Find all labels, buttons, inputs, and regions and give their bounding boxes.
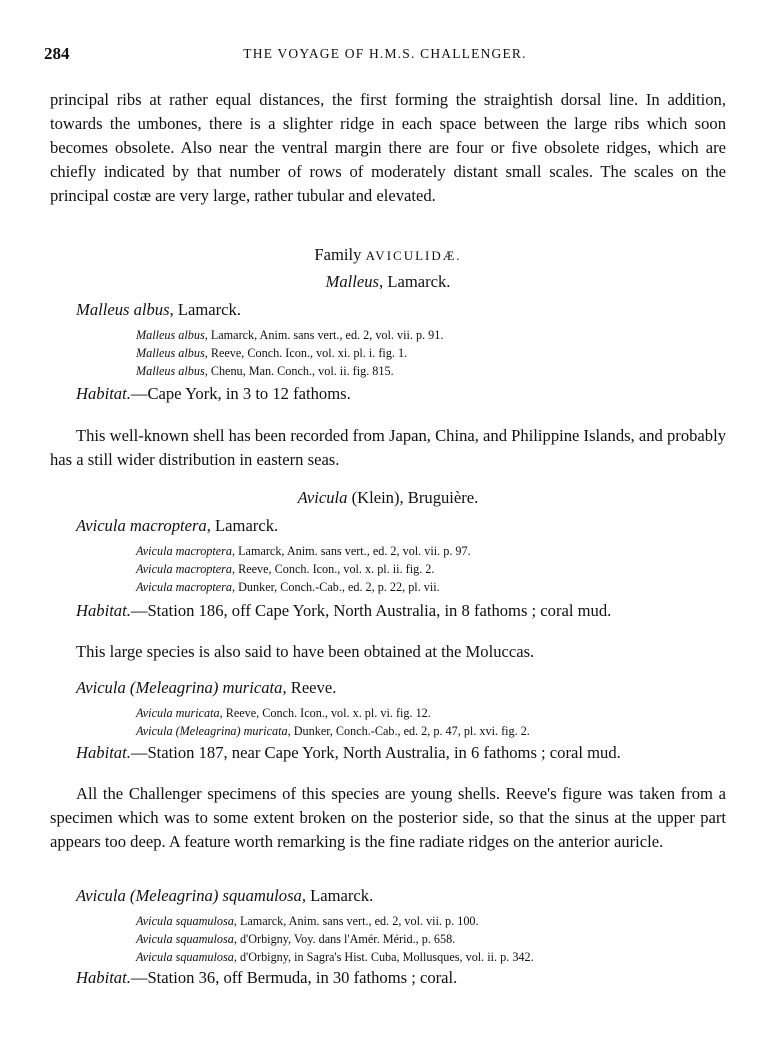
family-prefix: Family	[314, 245, 366, 264]
reference-list-malleus-albus	[136, 326, 443, 380]
habitat-text: —Station 36, off Bermuda, in 30 fathoms ; coral.	[130, 968, 458, 987]
running-header	[44, 44, 726, 68]
reference-item	[136, 560, 471, 578]
species-author: , Lamarck.	[169, 300, 241, 319]
reference-item	[136, 326, 443, 344]
reference-item	[136, 948, 534, 966]
species-author: , Reeve.	[282, 678, 337, 697]
habitat-text: —Cape York, in 3 to 12 fathoms.	[130, 384, 351, 403]
reference-item	[136, 542, 471, 560]
reference-item	[136, 578, 471, 596]
reference-citation: , Dunker, Conch.-Cab., ed. 2, p. 47, pl. xvi. fig. 2.	[287, 724, 530, 738]
reference-citation: , d'Orbigny, in Sagra's Hist. Cuba, Mollusques, vol. ii. p. 342.	[233, 950, 534, 964]
reference-list-avicula-squamulosa	[136, 912, 534, 966]
reference-citation: , Reeve, Conch. Icon., vol. xi. pl. i. fig. 1.	[204, 346, 408, 360]
species-name: Avicula (Meleagrina) squamulosa	[76, 886, 302, 905]
reference-species: Malleus albus	[136, 364, 205, 378]
habitat-label: Habitat.	[76, 743, 131, 762]
reference-citation: , Lamarck, Anim. sans vert., ed. 2, vol. vii. p. 91.	[204, 328, 444, 342]
family-heading	[50, 245, 726, 265]
reference-species: Avicula macroptera	[136, 544, 233, 558]
reference-species: Avicula squamulosa	[136, 914, 234, 928]
habitat-label: Habitat.	[76, 601, 131, 620]
genus-name: Avicula	[297, 488, 348, 507]
genus-heading-avicula	[50, 488, 726, 508]
reference-item	[136, 704, 530, 722]
reference-citation: , d'Orbigny, Voy. dans l'Amér. Mérid., p. 658.	[233, 932, 456, 946]
reference-item	[136, 344, 443, 362]
species-name: Avicula (Meleagrina) muricata	[76, 678, 283, 697]
species-author: , Lamarck.	[301, 886, 374, 905]
reference-citation: , Chenu, Man. Conch., vol. ii. fig. 815.	[204, 364, 394, 378]
habitat-label: Habitat.	[76, 968, 131, 987]
reference-list-avicula-macroptera	[136, 542, 471, 596]
running-title: THE VOYAGE OF H.M.S. CHALLENGER.	[243, 46, 527, 61]
habitat-label: Habitat.	[76, 384, 131, 403]
reference-citation: , Lamarck, Anim. sans vert., ed. 2, vol. vii. p. 100.	[233, 914, 479, 928]
genus-heading-malleus	[50, 272, 726, 292]
genus-author: (Klein), Bruguière.	[347, 488, 479, 507]
species-author: , Lamarck.	[206, 516, 279, 535]
habitat-text: —Station 186, off Cape York, North Australia, in 8 fathoms ; coral mud.	[130, 601, 612, 620]
page-number: 284	[44, 44, 70, 63]
reference-species: Malleus albus	[136, 346, 205, 360]
reference-citation: , Lamarck, Anim. sans vert., ed. 2, vol. vii. p. 97.	[232, 544, 471, 558]
reference-citation: , Dunker, Conch.-Cab., ed. 2, p. 22, pl. vii.	[232, 580, 440, 594]
reference-species: Avicula muricata	[136, 706, 220, 720]
reference-species: Avicula macroptera	[136, 580, 233, 594]
reference-species: Malleus albus	[136, 328, 205, 342]
genus-name: Malleus	[325, 272, 380, 291]
intro-paragraph: principal ribs at rather equal distances, the first forming the straightish dorsal line. In addition, towards the umbones, there is a slighter ridge in each space between the large ribs which soon becomes obsolete. Also near the ventral margin there are four or five obsolete ridges, which are chiefly indicated by that number of rows of moderately distant small scales. The scales on the principal costæ are very large, rather tubular and elevated.	[50, 90, 726, 205]
reference-list-avicula-muricata	[136, 704, 530, 740]
habitat-avicula-squamulosa	[76, 968, 457, 988]
reference-species: Avicula squamulosa	[136, 932, 234, 946]
reference-citation: , Reeve, Conch. Icon., vol. x. pl. vi. fig. 12.	[219, 706, 431, 720]
reference-item	[136, 362, 443, 380]
reference-species: Avicula (Meleagrina) muricata	[136, 724, 288, 738]
reference-citation: , Reeve, Conch. Icon., vol. x. pl. ii. fig. 2.	[232, 562, 435, 576]
genus-author: , Lamarck.	[379, 272, 451, 291]
habitat-malleus-albus	[76, 384, 351, 404]
species-heading-avicula-muricata	[76, 678, 336, 698]
species-heading-avicula-macroptera	[76, 516, 278, 536]
reference-item	[136, 722, 530, 740]
note-avicula-muricata: All the Challenger specimens of this species are young shells. Reeve's figure was taken from a specimen which was to some extent broken on the posterior side, so that the sinus at the upper part appears too deep. A feature worth remarking is the fine radiate ridges on the anterior auricle.	[50, 784, 726, 851]
species-name: Malleus albus	[76, 300, 170, 319]
reference-species: Avicula squamulosa	[136, 950, 234, 964]
reference-item	[136, 912, 534, 930]
note-malleus-albus: This well-known shell has been recorded from Japan, China, and Philippine Islands, and probably has a still wider distribution in eastern seas.	[50, 426, 726, 469]
habitat-avicula-muricata	[76, 743, 621, 763]
reference-item	[136, 930, 534, 948]
habitat-avicula-macroptera	[76, 601, 611, 621]
family-name: AVICULIDÆ.	[365, 248, 462, 263]
species-name: Avicula macroptera	[76, 516, 207, 535]
note-avicula-macroptera: This large species is also said to have been obtained at the Moluccas.	[76, 642, 535, 661]
reference-species: Avicula macroptera	[136, 562, 233, 576]
species-heading-avicula-squamulosa	[76, 886, 373, 906]
species-heading-malleus-albus	[76, 300, 241, 320]
habitat-text: —Station 187, near Cape York, North Australia, in 6 fathoms ; coral mud.	[130, 743, 621, 762]
